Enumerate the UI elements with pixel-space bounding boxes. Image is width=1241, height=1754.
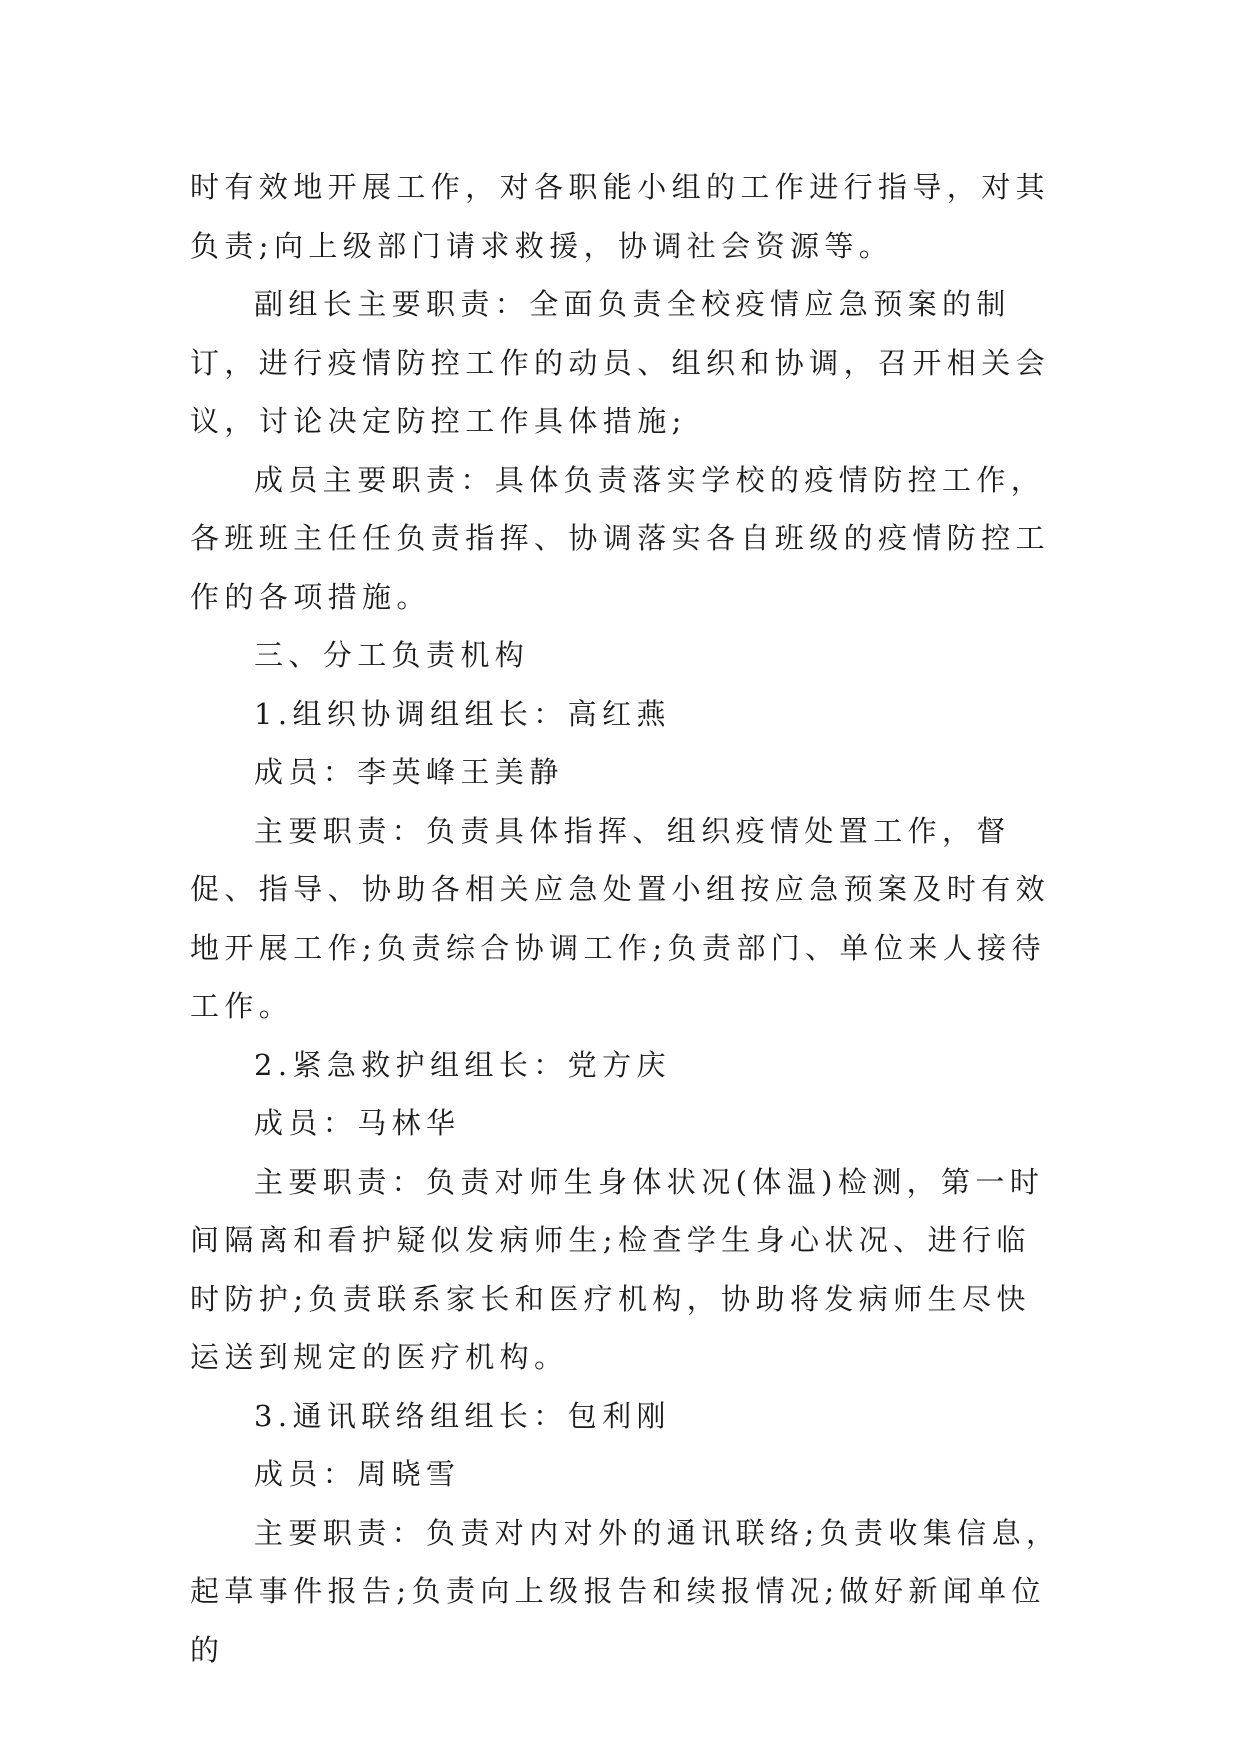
group-2-members: 成员：马林华: [254, 1106, 461, 1140]
paragraph-member-duties: 成员主要职责：具体负责落实学校的疫情防控工作，各班班主任任负责指挥、协调落实各自班级的疫情防控工作的各项措施。: [190, 462, 1051, 614]
group-2-duties: 主要职责：负责对师生身体状况(体温)检测，第一时间隔离和看护疑似发病师生;检查学生身心状况、进行临时防护;负责联系家长和医疗机构，协助将发病师生尽快运送到规定的医疗机构。: [190, 1164, 1045, 1374]
group-3-duties: 主要职责：负责对内对外的通讯联络;负责收集信息，起草事件报告;负责向上级报告和续报情况;做好新闻单位的: [190, 1515, 1061, 1667]
group-1-members: 成员：李英峰王美静: [254, 755, 564, 789]
group-3-members: 成员：周晓雪: [254, 1457, 461, 1491]
paragraph-deputy-leader-duties: 副组长主要职责：全面负责全校疫情应急预案的制订，进行疫情防控工作的动员、组织和协调，召开相关会议，讨论决定防控工作具体措施;: [190, 287, 1051, 438]
group-1-leader: 1.组织协调组组长：高红燕: [254, 696, 671, 731]
section-heading: 三、分工负责机构: [254, 638, 530, 672]
group-3-leader: 3.通讯联络组组长：包利刚: [254, 1398, 671, 1433]
document-body: [190, 158, 1062, 1679]
group-2-leader: 2.紧急救护组组长：党方庆: [254, 1047, 671, 1082]
paragraph-continuation: 时有效地开展工作，对各职能小组的工作进行指导，对其负责;向上级部门请求救援，协调社会资源等。: [190, 170, 1051, 263]
group-1-duties: 主要职责：负责具体指挥、组织疫情处置工作，督促、指导、协助各相关应急处置小组按应急预案及时有效地开展工作;负责综合协调工作;负责部门、单位来人接待工作。: [190, 813, 1051, 1023]
